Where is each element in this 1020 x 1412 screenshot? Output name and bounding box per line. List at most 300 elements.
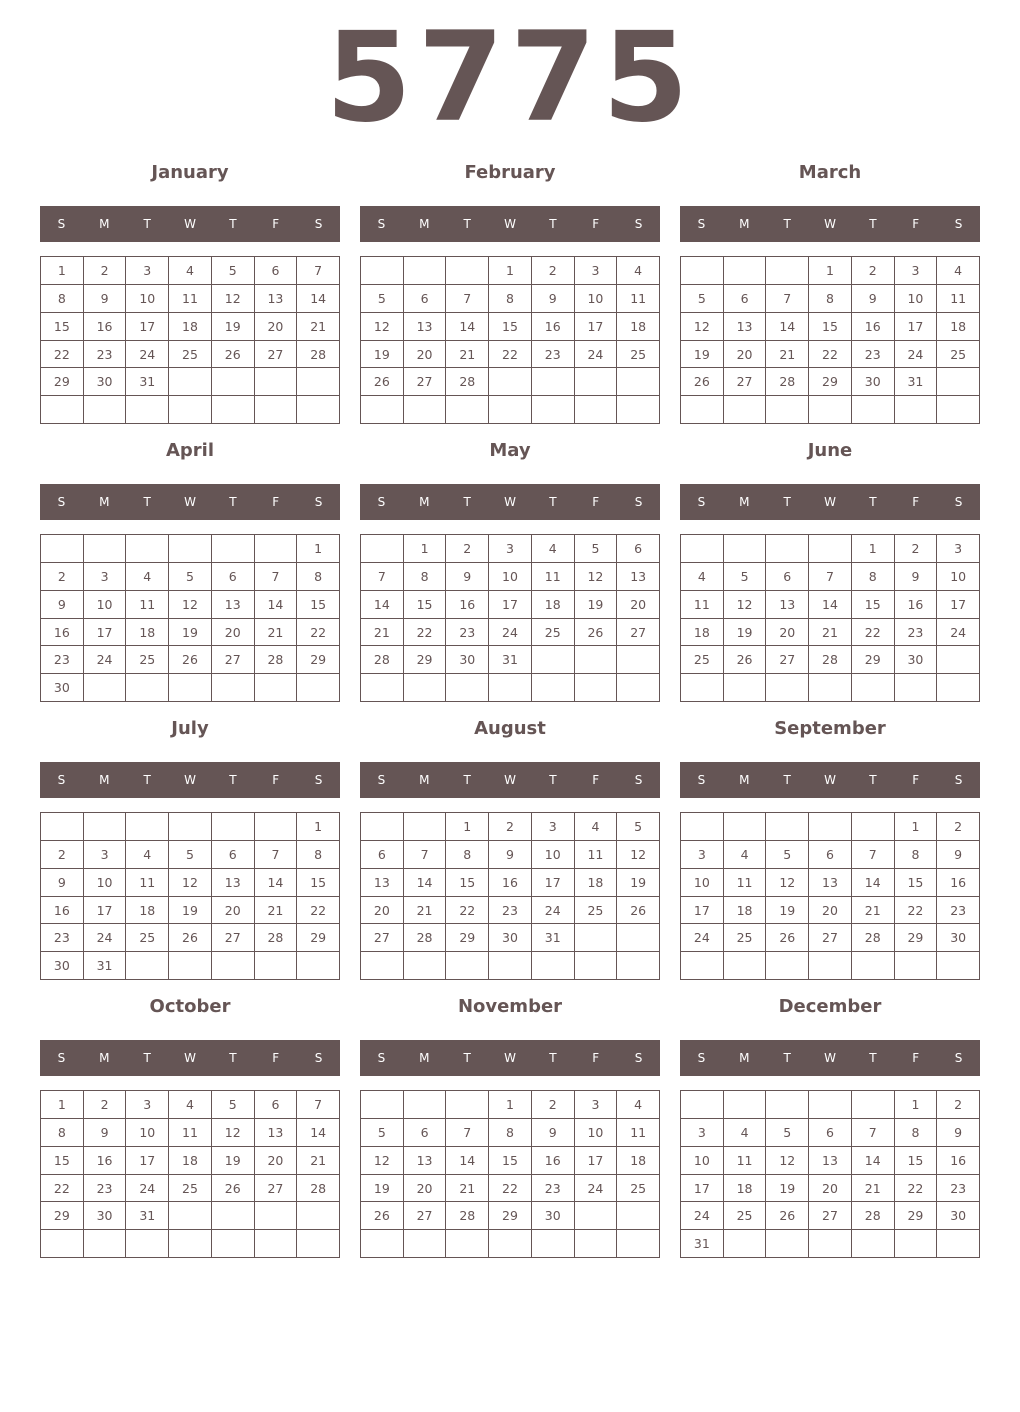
day-cell: 16 bbox=[937, 1147, 980, 1175]
day-cell: 5 bbox=[617, 813, 660, 841]
day-cell: 18 bbox=[724, 1175, 767, 1203]
day-cell: 30 bbox=[489, 924, 532, 952]
empty-cell bbox=[766, 952, 809, 980]
weekday-label: S bbox=[314, 495, 323, 509]
day-cell: 31 bbox=[681, 1230, 724, 1258]
weekday-label: S bbox=[697, 1051, 706, 1065]
weekday-label: T bbox=[229, 773, 237, 787]
empty-cell bbox=[895, 1230, 938, 1258]
day-cell: 17 bbox=[681, 897, 724, 925]
day-cell: 2 bbox=[532, 257, 575, 285]
empty-cell bbox=[724, 396, 767, 424]
day-cell: 4 bbox=[126, 563, 169, 591]
empty-cell bbox=[126, 535, 169, 563]
day-cell: 9 bbox=[41, 869, 84, 897]
weekday-label: F bbox=[912, 495, 920, 509]
day-cell: 14 bbox=[446, 313, 489, 341]
weekday-label: T bbox=[143, 773, 151, 787]
empty-cell bbox=[84, 396, 127, 424]
day-cell: 3 bbox=[575, 257, 618, 285]
empty-cell bbox=[169, 1230, 212, 1258]
empty-cell bbox=[84, 813, 127, 841]
day-cell: 19 bbox=[575, 591, 618, 619]
day-cell: 4 bbox=[724, 841, 767, 869]
empty-cell bbox=[766, 1091, 809, 1119]
empty-cell bbox=[937, 1230, 980, 1258]
empty-cell bbox=[724, 813, 767, 841]
day-cell: 22 bbox=[404, 619, 447, 647]
empty-cell bbox=[532, 952, 575, 980]
day-cell: 28 bbox=[297, 341, 340, 369]
day-cell: 20 bbox=[255, 313, 298, 341]
day-cell: 16 bbox=[532, 313, 575, 341]
month-title: March bbox=[798, 162, 862, 183]
day-cell: 31 bbox=[126, 368, 169, 396]
day-cell: 7 bbox=[255, 563, 298, 591]
day-cell: 25 bbox=[724, 924, 767, 952]
day-cell: 4 bbox=[617, 1091, 660, 1119]
day-cell: 7 bbox=[766, 285, 809, 313]
day-cell: 23 bbox=[937, 897, 980, 925]
day-cell: 20 bbox=[212, 619, 255, 647]
empty-cell bbox=[84, 674, 127, 702]
empty-cell bbox=[681, 1091, 724, 1119]
day-cell: 22 bbox=[297, 897, 340, 925]
day-cell: 23 bbox=[532, 341, 575, 369]
day-cell: 2 bbox=[532, 1091, 575, 1119]
day-cell: 2 bbox=[895, 535, 938, 563]
day-cell: 2 bbox=[937, 1091, 980, 1119]
empty-cell bbox=[84, 535, 127, 563]
empty-cell bbox=[446, 1091, 489, 1119]
day-cell: 20 bbox=[724, 341, 767, 369]
day-cell: 24 bbox=[84, 646, 127, 674]
day-cell: 22 bbox=[489, 341, 532, 369]
empty-cell bbox=[41, 535, 84, 563]
month-title: November bbox=[457, 996, 563, 1017]
day-cell: 12 bbox=[617, 841, 660, 869]
day-cell: 16 bbox=[41, 897, 84, 925]
weekday-label: M bbox=[99, 217, 110, 231]
day-cell: 31 bbox=[126, 1202, 169, 1230]
day-cell: 16 bbox=[84, 1147, 127, 1175]
day-cell: 3 bbox=[489, 535, 532, 563]
day-cell: 15 bbox=[895, 1147, 938, 1175]
day-cell: 14 bbox=[852, 1147, 895, 1175]
day-cell: 6 bbox=[255, 1091, 298, 1119]
day-cell: 27 bbox=[255, 1175, 298, 1203]
weekday-header bbox=[40, 1040, 340, 1076]
day-cell: 10 bbox=[126, 1119, 169, 1147]
day-cell: 7 bbox=[446, 285, 489, 313]
day-cell: 14 bbox=[766, 313, 809, 341]
day-cell: 9 bbox=[937, 1119, 980, 1147]
day-cell: 18 bbox=[724, 897, 767, 925]
empty-cell bbox=[126, 813, 169, 841]
day-cell: 24 bbox=[126, 1175, 169, 1203]
day-cell: 1 bbox=[404, 535, 447, 563]
day-cell: 8 bbox=[297, 563, 340, 591]
weekday-header bbox=[680, 762, 980, 798]
day-cell: 14 bbox=[446, 1147, 489, 1175]
day-cell: 5 bbox=[766, 1119, 809, 1147]
weekday-label: S bbox=[697, 495, 706, 509]
day-cell: 5 bbox=[361, 1119, 404, 1147]
empty-cell bbox=[937, 368, 980, 396]
weekday-label: W bbox=[504, 773, 516, 787]
weekday-label: S bbox=[314, 773, 323, 787]
day-cell: 12 bbox=[212, 1119, 255, 1147]
weekday-label: W bbox=[504, 217, 516, 231]
day-cell: 14 bbox=[255, 869, 298, 897]
weekday-label: T bbox=[229, 217, 237, 231]
weekday-label: S bbox=[634, 495, 643, 509]
day-cell: 3 bbox=[126, 1091, 169, 1119]
day-cell: 26 bbox=[575, 619, 618, 647]
empty-cell bbox=[255, 1230, 298, 1258]
day-cell: 30 bbox=[446, 646, 489, 674]
empty-cell bbox=[404, 952, 447, 980]
day-cell: 4 bbox=[169, 1091, 212, 1119]
day-cell: 7 bbox=[297, 1091, 340, 1119]
day-cell: 5 bbox=[212, 1091, 255, 1119]
day-cell: 30 bbox=[937, 1202, 980, 1230]
day-cell: 13 bbox=[617, 563, 660, 591]
weekday-label: T bbox=[783, 217, 791, 231]
day-cell: 4 bbox=[169, 257, 212, 285]
empty-cell bbox=[126, 674, 169, 702]
day-cell: 6 bbox=[255, 257, 298, 285]
empty-cell bbox=[809, 952, 852, 980]
day-cell: 26 bbox=[766, 1202, 809, 1230]
day-cell: 18 bbox=[532, 591, 575, 619]
empty-cell bbox=[852, 396, 895, 424]
day-cell: 5 bbox=[169, 841, 212, 869]
empty-cell bbox=[766, 1230, 809, 1258]
day-cell: 28 bbox=[446, 368, 489, 396]
day-cell: 8 bbox=[895, 1119, 938, 1147]
month-title: January bbox=[151, 162, 229, 183]
day-cell: 29 bbox=[297, 924, 340, 952]
day-cell: 10 bbox=[84, 869, 127, 897]
day-cell: 8 bbox=[489, 285, 532, 313]
day-cell: 11 bbox=[532, 563, 575, 591]
day-cell: 15 bbox=[809, 313, 852, 341]
day-cell: 3 bbox=[575, 1091, 618, 1119]
empty-cell bbox=[532, 1230, 575, 1258]
day-cell: 2 bbox=[937, 813, 980, 841]
weekday-label: S bbox=[57, 1051, 66, 1065]
weekday-header bbox=[360, 206, 660, 242]
day-cell: 13 bbox=[361, 869, 404, 897]
weekday-label: W bbox=[184, 495, 196, 509]
day-cell: 14 bbox=[852, 869, 895, 897]
empty-cell bbox=[169, 535, 212, 563]
weekday-label: T bbox=[549, 1051, 557, 1065]
day-cell: 29 bbox=[404, 646, 447, 674]
day-cell: 14 bbox=[297, 285, 340, 313]
day-cell: 5 bbox=[681, 285, 724, 313]
weekday-label: T bbox=[783, 1051, 791, 1065]
empty-cell bbox=[489, 1230, 532, 1258]
day-cell: 7 bbox=[446, 1119, 489, 1147]
day-grid bbox=[40, 534, 340, 702]
weekday-label: T bbox=[229, 1051, 237, 1065]
empty-cell bbox=[361, 257, 404, 285]
day-cell: 27 bbox=[617, 619, 660, 647]
day-cell: 11 bbox=[169, 1119, 212, 1147]
weekday-label: S bbox=[954, 1051, 963, 1065]
day-cell: 24 bbox=[532, 897, 575, 925]
day-cell: 3 bbox=[681, 841, 724, 869]
day-cell: 21 bbox=[255, 619, 298, 647]
day-cell: 15 bbox=[297, 869, 340, 897]
empty-cell bbox=[809, 1230, 852, 1258]
day-cell: 22 bbox=[41, 341, 84, 369]
weekday-label: T bbox=[229, 495, 237, 509]
weekday-label: F bbox=[912, 1051, 920, 1065]
month-title: September bbox=[774, 718, 886, 739]
day-grid bbox=[680, 812, 980, 980]
day-cell: 11 bbox=[575, 841, 618, 869]
day-cell: 19 bbox=[766, 897, 809, 925]
day-cell: 31 bbox=[895, 368, 938, 396]
day-cell: 19 bbox=[766, 1175, 809, 1203]
empty-cell bbox=[895, 396, 938, 424]
empty-cell bbox=[937, 674, 980, 702]
day-cell: 1 bbox=[41, 257, 84, 285]
day-cell: 23 bbox=[84, 341, 127, 369]
day-cell: 19 bbox=[617, 869, 660, 897]
empty-cell bbox=[361, 952, 404, 980]
weekday-label: F bbox=[592, 217, 600, 231]
empty-cell bbox=[575, 396, 618, 424]
weekday-label: F bbox=[912, 773, 920, 787]
day-cell: 14 bbox=[297, 1119, 340, 1147]
empty-cell bbox=[766, 396, 809, 424]
day-cell: 8 bbox=[404, 563, 447, 591]
weekday-label: M bbox=[419, 1051, 430, 1065]
day-cell: 10 bbox=[681, 869, 724, 897]
day-cell: 30 bbox=[84, 368, 127, 396]
day-cell: 16 bbox=[852, 313, 895, 341]
empty-cell bbox=[724, 535, 767, 563]
day-cell: 1 bbox=[895, 813, 938, 841]
day-cell: 22 bbox=[852, 619, 895, 647]
day-cell: 16 bbox=[84, 313, 127, 341]
day-cell: 23 bbox=[41, 924, 84, 952]
day-cell: 28 bbox=[255, 924, 298, 952]
day-cell: 25 bbox=[681, 646, 724, 674]
day-cell: 25 bbox=[532, 619, 575, 647]
day-cell: 8 bbox=[489, 1119, 532, 1147]
empty-cell bbox=[681, 257, 724, 285]
empty-cell bbox=[937, 646, 980, 674]
day-cell: 12 bbox=[212, 285, 255, 313]
day-cell: 26 bbox=[361, 368, 404, 396]
weekday-label: S bbox=[634, 1051, 643, 1065]
empty-cell bbox=[809, 813, 852, 841]
day-cell: 9 bbox=[937, 841, 980, 869]
day-cell: 5 bbox=[169, 563, 212, 591]
weekday-label: M bbox=[739, 495, 750, 509]
weekday-label: T bbox=[463, 1051, 471, 1065]
empty-cell bbox=[617, 674, 660, 702]
day-cell: 13 bbox=[212, 869, 255, 897]
day-cell: 13 bbox=[255, 1119, 298, 1147]
weekday-label: T bbox=[549, 773, 557, 787]
year-title: 5775 bbox=[325, 6, 695, 150]
empty-cell bbox=[852, 952, 895, 980]
day-cell: 11 bbox=[169, 285, 212, 313]
day-cell: 12 bbox=[724, 591, 767, 619]
day-cell: 10 bbox=[575, 1119, 618, 1147]
empty-cell bbox=[212, 813, 255, 841]
day-cell: 27 bbox=[404, 1202, 447, 1230]
empty-cell bbox=[446, 257, 489, 285]
day-cell: 16 bbox=[937, 869, 980, 897]
day-cell: 13 bbox=[404, 313, 447, 341]
weekday-label: W bbox=[824, 495, 836, 509]
day-cell: 31 bbox=[84, 952, 127, 980]
weekday-header bbox=[40, 206, 340, 242]
empty-cell bbox=[937, 952, 980, 980]
day-cell: 17 bbox=[84, 619, 127, 647]
day-cell: 17 bbox=[895, 313, 938, 341]
empty-cell bbox=[575, 1230, 618, 1258]
day-cell: 7 bbox=[404, 841, 447, 869]
day-cell: 29 bbox=[895, 924, 938, 952]
day-cell: 21 bbox=[809, 619, 852, 647]
day-cell: 10 bbox=[126, 285, 169, 313]
weekday-label: T bbox=[783, 495, 791, 509]
day-cell: 10 bbox=[84, 591, 127, 619]
day-cell: 24 bbox=[489, 619, 532, 647]
day-cell: 18 bbox=[681, 619, 724, 647]
day-cell: 23 bbox=[532, 1175, 575, 1203]
day-cell: 11 bbox=[617, 285, 660, 313]
day-cell: 22 bbox=[895, 897, 938, 925]
empty-cell bbox=[575, 646, 618, 674]
weekday-label: M bbox=[739, 1051, 750, 1065]
day-cell: 29 bbox=[297, 646, 340, 674]
weekday-label: M bbox=[739, 217, 750, 231]
day-cell: 24 bbox=[575, 1175, 618, 1203]
day-cell: 21 bbox=[446, 1175, 489, 1203]
empty-cell bbox=[724, 952, 767, 980]
day-cell: 13 bbox=[212, 591, 255, 619]
day-cell: 6 bbox=[361, 841, 404, 869]
day-cell: 4 bbox=[575, 813, 618, 841]
empty-cell bbox=[169, 813, 212, 841]
empty-cell bbox=[212, 535, 255, 563]
empty-cell bbox=[126, 1230, 169, 1258]
weekday-label: M bbox=[419, 773, 430, 787]
day-cell: 16 bbox=[446, 591, 489, 619]
empty-cell bbox=[41, 813, 84, 841]
day-cell: 24 bbox=[575, 341, 618, 369]
empty-cell bbox=[617, 1230, 660, 1258]
day-cell: 19 bbox=[681, 341, 724, 369]
day-cell: 3 bbox=[84, 563, 127, 591]
empty-cell bbox=[361, 535, 404, 563]
day-cell: 10 bbox=[489, 563, 532, 591]
empty-cell bbox=[937, 396, 980, 424]
day-cell: 9 bbox=[532, 285, 575, 313]
day-cell: 14 bbox=[404, 869, 447, 897]
day-cell: 29 bbox=[809, 368, 852, 396]
weekday-label: S bbox=[954, 773, 963, 787]
day-grid bbox=[40, 812, 340, 980]
day-cell: 19 bbox=[724, 619, 767, 647]
empty-cell bbox=[617, 1202, 660, 1230]
day-cell: 2 bbox=[446, 535, 489, 563]
weekday-header bbox=[40, 484, 340, 520]
day-cell: 15 bbox=[852, 591, 895, 619]
weekday-header bbox=[680, 1040, 980, 1076]
day-cell: 26 bbox=[361, 1202, 404, 1230]
day-cell: 23 bbox=[446, 619, 489, 647]
day-cell: 25 bbox=[126, 646, 169, 674]
day-cell: 15 bbox=[489, 313, 532, 341]
month-title: June bbox=[807, 440, 853, 461]
weekday-label: T bbox=[143, 217, 151, 231]
day-cell: 19 bbox=[212, 313, 255, 341]
day-cell: 23 bbox=[84, 1175, 127, 1203]
day-cell: 25 bbox=[937, 341, 980, 369]
empty-cell bbox=[361, 813, 404, 841]
empty-cell bbox=[852, 813, 895, 841]
day-cell: 2 bbox=[84, 257, 127, 285]
day-cell: 1 bbox=[41, 1091, 84, 1119]
day-cell: 20 bbox=[617, 591, 660, 619]
empty-cell bbox=[297, 674, 340, 702]
day-cell: 17 bbox=[575, 1147, 618, 1175]
day-cell: 31 bbox=[532, 924, 575, 952]
day-cell: 30 bbox=[84, 1202, 127, 1230]
day-cell: 3 bbox=[895, 257, 938, 285]
day-cell: 17 bbox=[681, 1175, 724, 1203]
day-cell: 17 bbox=[937, 591, 980, 619]
empty-cell bbox=[169, 952, 212, 980]
day-cell: 20 bbox=[404, 1175, 447, 1203]
empty-cell bbox=[809, 674, 852, 702]
weekday-label: S bbox=[377, 217, 386, 231]
weekday-label: T bbox=[869, 1051, 877, 1065]
day-cell: 28 bbox=[404, 924, 447, 952]
weekday-label: S bbox=[377, 773, 386, 787]
weekday-label: S bbox=[634, 217, 643, 231]
day-cell: 3 bbox=[84, 841, 127, 869]
day-cell: 16 bbox=[532, 1147, 575, 1175]
day-cell: 22 bbox=[489, 1175, 532, 1203]
empty-cell bbox=[255, 535, 298, 563]
day-cell: 24 bbox=[126, 341, 169, 369]
day-cell: 5 bbox=[361, 285, 404, 313]
weekday-label: T bbox=[869, 217, 877, 231]
day-cell: 23 bbox=[489, 897, 532, 925]
empty-cell bbox=[41, 396, 84, 424]
day-cell: 26 bbox=[766, 924, 809, 952]
day-cell: 12 bbox=[575, 563, 618, 591]
weekday-label: F bbox=[592, 495, 600, 509]
day-cell: 6 bbox=[724, 285, 767, 313]
day-cell: 21 bbox=[297, 1147, 340, 1175]
weekday-label: M bbox=[99, 1051, 110, 1065]
month-title: August bbox=[474, 718, 546, 739]
day-cell: 29 bbox=[41, 1202, 84, 1230]
day-cell: 27 bbox=[212, 646, 255, 674]
